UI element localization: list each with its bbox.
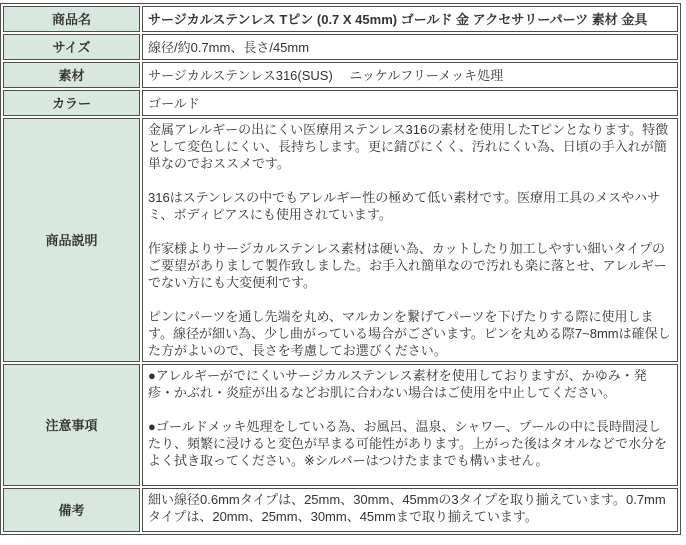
row-label-color: カラー — [3, 90, 140, 116]
note-paragraph: 細い線径0.6mmタイプは、25mm、30mm、45mmの3タイプを取り揃えています。0.7mmタイプは、20mm、25mm、30mm、45mmまで取り揃えています。 — [148, 492, 666, 524]
description-value — [142, 118, 678, 362]
material-value: サージカルステンレス316(SUS) ニッケルフリーメッキ処理 — [142, 62, 678, 88]
description-paragraph: 金属アレルギーの出にくい医療用ステンレス316の素材を使用したTピンとなります。特徴として変色しにくい、長持ちします。更に錆びにくく、汚れにくい為、日頃の手入れが簡単なのでおススメです。 — [148, 122, 669, 171]
caution-paragraph: ●ゴールドメッキ処理をしている為、お風呂、温泉、シャワー、プールの中に長時間浸したり、頻繁に浸けると変色が早まる可能性があります。上がった後はタオルなどで水分をよく拭き取ってください。※シルバーはつけたままでも構いません。 — [148, 419, 667, 468]
description-paragraph: 316はステンレスの中でもアレルギー性の極めて低い素材です。医療用工具のメスやハサミ、ボディピアスにも使用されています。 — [148, 190, 661, 222]
row-label-size: サイズ — [3, 34, 140, 60]
table-row-material — [3, 62, 678, 88]
row-label-caution: 注意事項 — [3, 364, 140, 486]
product-spec-table-body — [3, 6, 678, 532]
note-value — [142, 488, 678, 532]
table-row-description — [3, 118, 678, 362]
table-row-note — [3, 488, 678, 532]
product-name-value: サージカルステンレス Tピン (0.7 X 45mm) ゴールド 金 アクセサリーパーツ 素材 金具 — [142, 6, 678, 32]
row-label-product-name: 商品名 — [3, 6, 140, 32]
color-value: ゴールド — [142, 90, 678, 116]
caution-value — [142, 364, 678, 486]
table-row-color — [3, 90, 678, 116]
table-row-product-name — [3, 6, 678, 32]
table-row-caution — [3, 364, 678, 486]
table-row-size — [3, 34, 678, 60]
row-label-note: 備考 — [3, 488, 140, 532]
caution-paragraph: ●アレルギーがでにくいサージカルステンレス素材を使用しておりますが、かゆみ・発疹・かぶれ・炎症が出るなどお肌に合わない場合はご使用を中止してください。 — [148, 368, 647, 400]
size-value: 線径/約0.7mm、長さ/45mm — [142, 34, 678, 60]
row-label-description: 商品説明 — [3, 118, 140, 362]
description-paragraph: ピンにパーツを通し先端を丸め、マルカンを繋げてパーツを下げたりする際に使用します。線径が細い為、少し曲がっている場合がございます。ピンを丸める際7~8mmは確保した方がよいので、長さを考慮してお選びください。 — [148, 309, 671, 358]
product-spec-table — [0, 3, 681, 535]
description-paragraph: 作家様よりサージカルステンレス素材は硬い為、カットしたり加工しやすい細いタイプのご要望がありまして製作致しました。お手入れ簡単なので汚れも楽に落とせ、アレルギーでない方にも大変便利です。 — [148, 241, 667, 290]
row-label-material: 素材 — [3, 62, 140, 88]
